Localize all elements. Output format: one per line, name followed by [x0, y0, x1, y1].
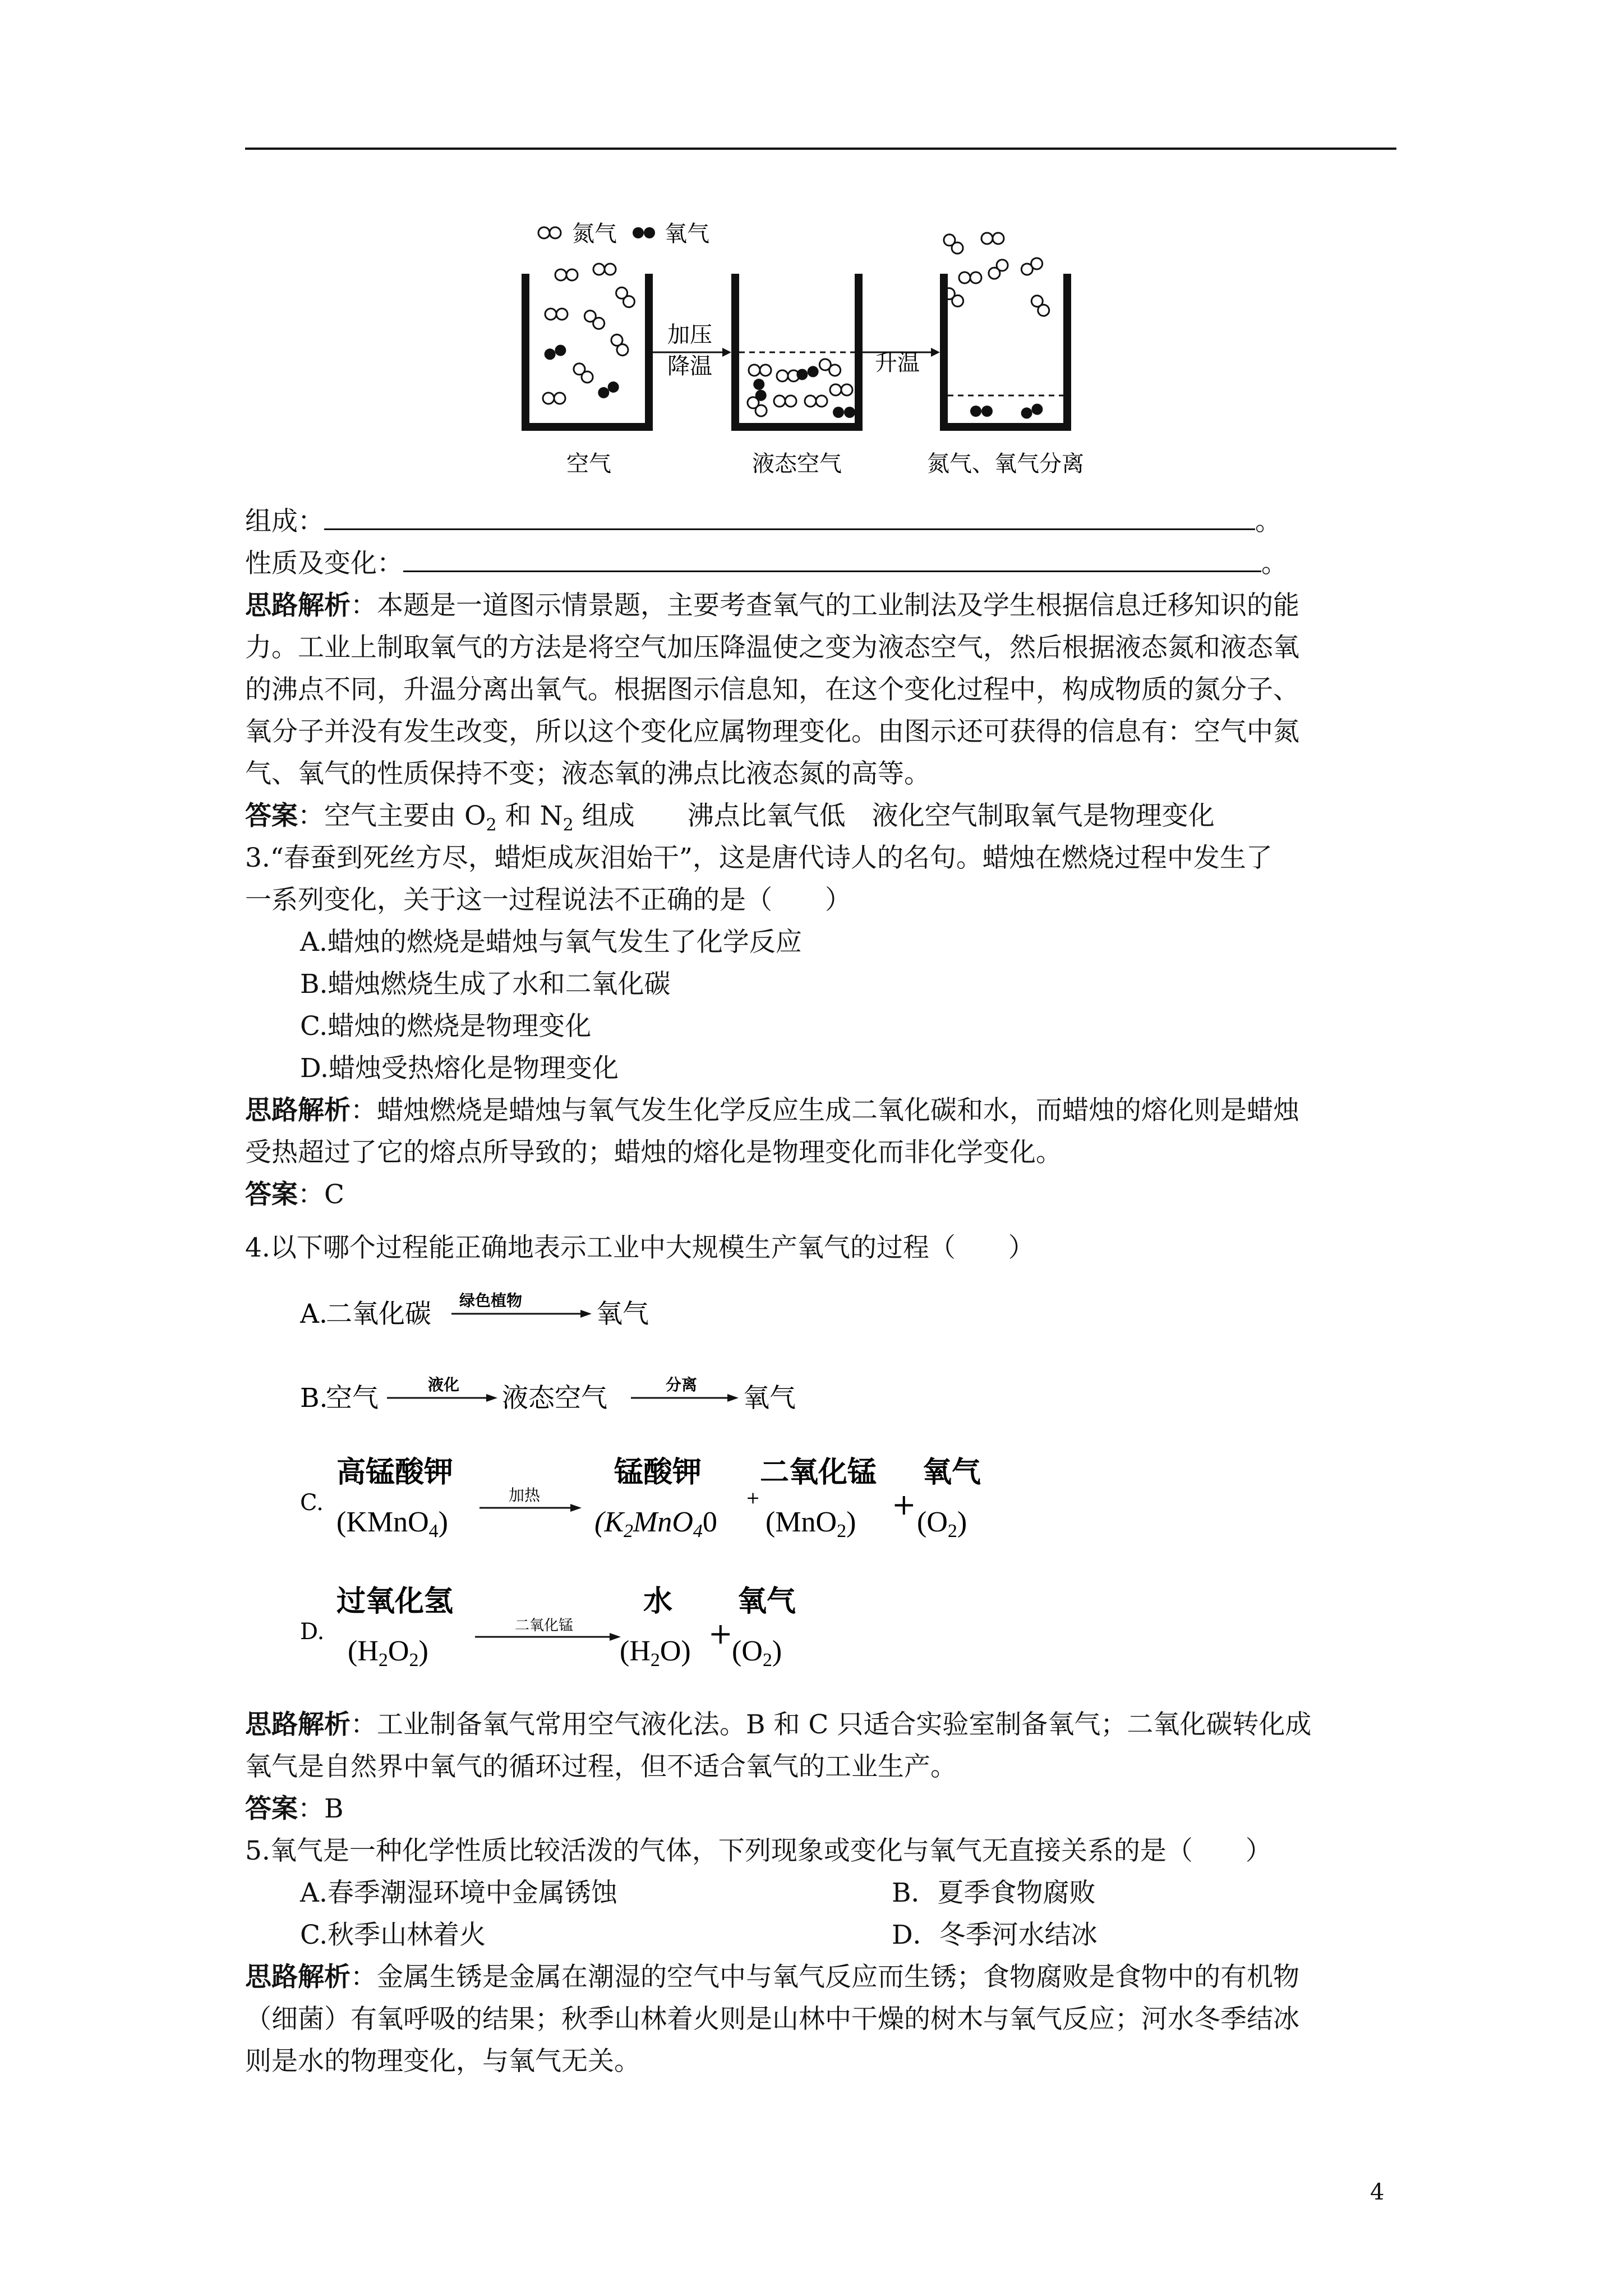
q2-blank2-label: 性质及变化：: [245, 548, 403, 579]
q5-analysis-line-1: 思路解析：金属生锈是金属在潮湿的空气中与氧气反应而生锈；食物腐败是食物中的有机物: [245, 1962, 1299, 1993]
q4-d-product2-formula: (O2): [732, 1635, 782, 1671]
q4-option-b[interactable]: [300, 1369, 861, 1419]
q5-option-c[interactable]: C.秋季山林着火: [300, 1920, 486, 1950]
q4-c-product2-formula: (MnO2): [766, 1506, 856, 1542]
q3-analysis-line-2: 受热超过了它的熔点所导致的；蜡烛的熔化是物理变化而非化学变化。: [245, 1137, 1062, 1168]
q2-blank-composition: [245, 505, 1281, 539]
q5-analysis-title: 思路解析: [245, 1962, 351, 1993]
container-air: [522, 264, 653, 431]
svg-text:+: +: [746, 1488, 760, 1508]
q4-analysis-line-2: 氧气是自然界中氧气的循环过程，但不适合氧气的工业生产。: [245, 1751, 957, 1782]
q2-analysis-line-4: 氧分子并没有发生改变，所以这个变化应属物理变化。由图示还可获得的信息有：空气中氮: [245, 716, 1299, 747]
q2-analysis-line-1: 思路解析：本题是一道图示情景题，主要考查氧气的工业制法及学生根据信息迁移知识的能: [245, 590, 1299, 621]
q2-blank1-label: 组成：: [245, 506, 324, 537]
q5-stem: 5.氧气是一种化学性质比较活泼的气体，下列现象或变化与氧气无直接关系的是（ ）: [245, 1835, 1272, 1866]
q2-analysis-title: 思路解析: [245, 590, 351, 621]
container-liquid-air: [731, 274, 863, 431]
svg-text:+: +: [892, 1488, 916, 1522]
q4-a-reactant: 二氧化碳: [326, 1299, 431, 1329]
q4-analysis-title: 思路解析: [245, 1709, 351, 1740]
q4-d-condition: 二氧化锰: [514, 1617, 574, 1634]
q4-d-product1-formula: (H2O): [620, 1635, 691, 1671]
q4-d-product1-name: 水: [643, 1584, 673, 1618]
q2-analysis-line-3: 的沸点不同，升温分离出氧气。根据图示信息知，在这个变化过程中，构成物质的氮分子、: [245, 674, 1299, 705]
legend-nitrogen-icon: [538, 227, 561, 238]
q4-c-reactant-formula: (KMnO4): [336, 1506, 448, 1542]
q2-blank2-end: 。: [1261, 548, 1288, 579]
air-liquefaction-figure: [505, 208, 1144, 488]
q4-option-d[interactable]: [300, 1576, 861, 1683]
legend-nitrogen-label: 氮气: [572, 221, 617, 247]
q4-answer-title: 答案: [245, 1793, 298, 1824]
q3-analysis-title: 思路解析: [245, 1095, 351, 1126]
svg-text:B.: B.: [300, 1383, 328, 1414]
arrow1-label-cool: 降温: [667, 353, 712, 379]
legend-oxygen-icon: [633, 227, 655, 238]
q4-b-reactant: 空气: [326, 1383, 379, 1414]
header-rule: [245, 148, 1396, 150]
q4-a-condition: 绿色植物: [459, 1291, 523, 1310]
page-number: 4: [1370, 2179, 1385, 2205]
q4-option-a[interactable]: [300, 1285, 693, 1335]
q4-c-product3-formula: (O2): [917, 1506, 967, 1542]
q3-option-c[interactable]: C.蜡烛的燃烧是物理变化: [300, 1011, 592, 1042]
q3-option-b[interactable]: B.蜡烛燃烧生成了水和二氧化碳: [300, 969, 671, 1000]
container-separation: [940, 232, 1071, 431]
q5-analysis-line-2: （细菌）有氧呼吸的结果；秋季山林着火则是山林中干燥的树木与氧气反应；河水冬季结冰: [245, 2004, 1299, 2035]
svg-text:+: +: [708, 1617, 733, 1651]
caption-liquid-air: 液态空气: [752, 451, 842, 477]
q2-analysis-line-2: 力。工业上制取氧气的方法是将空气加压降温使之变为液态空气，然后根据液态氮和液态氧: [245, 632, 1299, 663]
caption-separation: 氮气、氧气分离: [927, 451, 1084, 477]
q3-stem-line-1: 3.“春蚕到死丝方尽，蜡炬成灰泪始干”，这是唐代诗人的名句。蜡烛在燃烧过程中发生了: [245, 843, 1272, 873]
q5-analysis-line-3: 则是水的物理变化，与氧气无关。: [245, 2046, 640, 2077]
q4-c-condition: 加热: [508, 1486, 541, 1504]
q5-option-a[interactable]: A.春季潮湿环境中金属锈蚀: [300, 1878, 617, 1908]
q4-c-product2-name: 二氧化锰: [760, 1455, 877, 1489]
q4-c-product1-name: 锰酸钾: [614, 1455, 702, 1489]
legend-oxygen-label: 氧气: [665, 221, 709, 247]
svg-text:D.: D.: [300, 1619, 325, 1645]
q2-answer: 答案：空气主要由 $O_2$ 和 $N_2$ 组成 沸点比氧气低 液化空气制取氧气是物理变化: [245, 800, 1215, 835]
svg-text:C.: C.: [300, 1490, 324, 1516]
q5-option-b[interactable]: B．夏季食物腐败: [892, 1878, 1096, 1908]
caption-air: 空气: [566, 451, 611, 477]
q2-blank2-line: [403, 549, 1261, 572]
q4-d-reactant-name: 过氧化氢: [336, 1584, 454, 1618]
q4-b-condition-1: 液化: [427, 1375, 460, 1394]
q3-analysis-line-1: 思路解析：蜡烛燃烧是蜡烛与氧气发生化学反应生成二氧化碳和水，而蜡烛的熔化则是蜡烛: [245, 1095, 1299, 1126]
q4-b-middle: 液态空气: [502, 1383, 607, 1414]
q2-blank1-line: [324, 507, 1255, 530]
q4-c-product1-formula: (K2MnO40: [594, 1506, 717, 1542]
q4-a-product: 氧气: [596, 1299, 649, 1329]
q3-option-a[interactable]: A.蜡烛的燃烧是蜡烛与氧气发生了化学反应: [300, 927, 802, 958]
q4-d-product2-name: 氧气: [737, 1584, 796, 1618]
q3-answer: 答案：C: [245, 1179, 344, 1210]
q4-b-product: 氧气: [743, 1383, 796, 1414]
q4-answer: 答案：B: [245, 1793, 344, 1824]
q4-b-condition-2: 分离: [665, 1375, 698, 1394]
q5-option-d[interactable]: D．冬季河水结冰: [892, 1920, 1098, 1950]
q4-c-product3-name: 氧气: [923, 1455, 981, 1489]
arrow2-label-heat: 升温: [875, 350, 920, 376]
svg-text:A.: A.: [300, 1299, 328, 1329]
arrow1-label-pressurize: 加压: [667, 322, 712, 348]
q3-answer-title: 答案: [245, 1179, 298, 1210]
q2-analysis-line-5: 气、氧气的性质保持不变；液态氧的沸点比液态氮的高等。: [245, 758, 930, 789]
q4-stem: 4.以下哪个过程能正确地表示工业中大规模生产氧气的过程（ ）: [245, 1232, 1035, 1263]
q4-c-reactant-name: 高锰酸钾: [336, 1455, 454, 1489]
q2-answer-title: 答案: [245, 800, 298, 831]
q3-option-d[interactable]: D.蜡烛受热熔化是物理变化: [300, 1053, 619, 1084]
q2-blank1-end: 。: [1255, 506, 1281, 537]
q2-blank-properties: [245, 547, 1288, 581]
q4-d-reactant-formula: (H2O2): [348, 1635, 428, 1671]
q3-stem-line-2: 一系列变化，关于这一过程说法不正确的是（ ）: [245, 885, 851, 915]
q4-option-c[interactable]: [300, 1447, 1085, 1554]
q4-analysis-line-1: 思路解析：工业制备氧气常用空气液化法。B 和 C 只适合实验室制备氧气；二氧化碳转化成: [245, 1709, 1312, 1740]
